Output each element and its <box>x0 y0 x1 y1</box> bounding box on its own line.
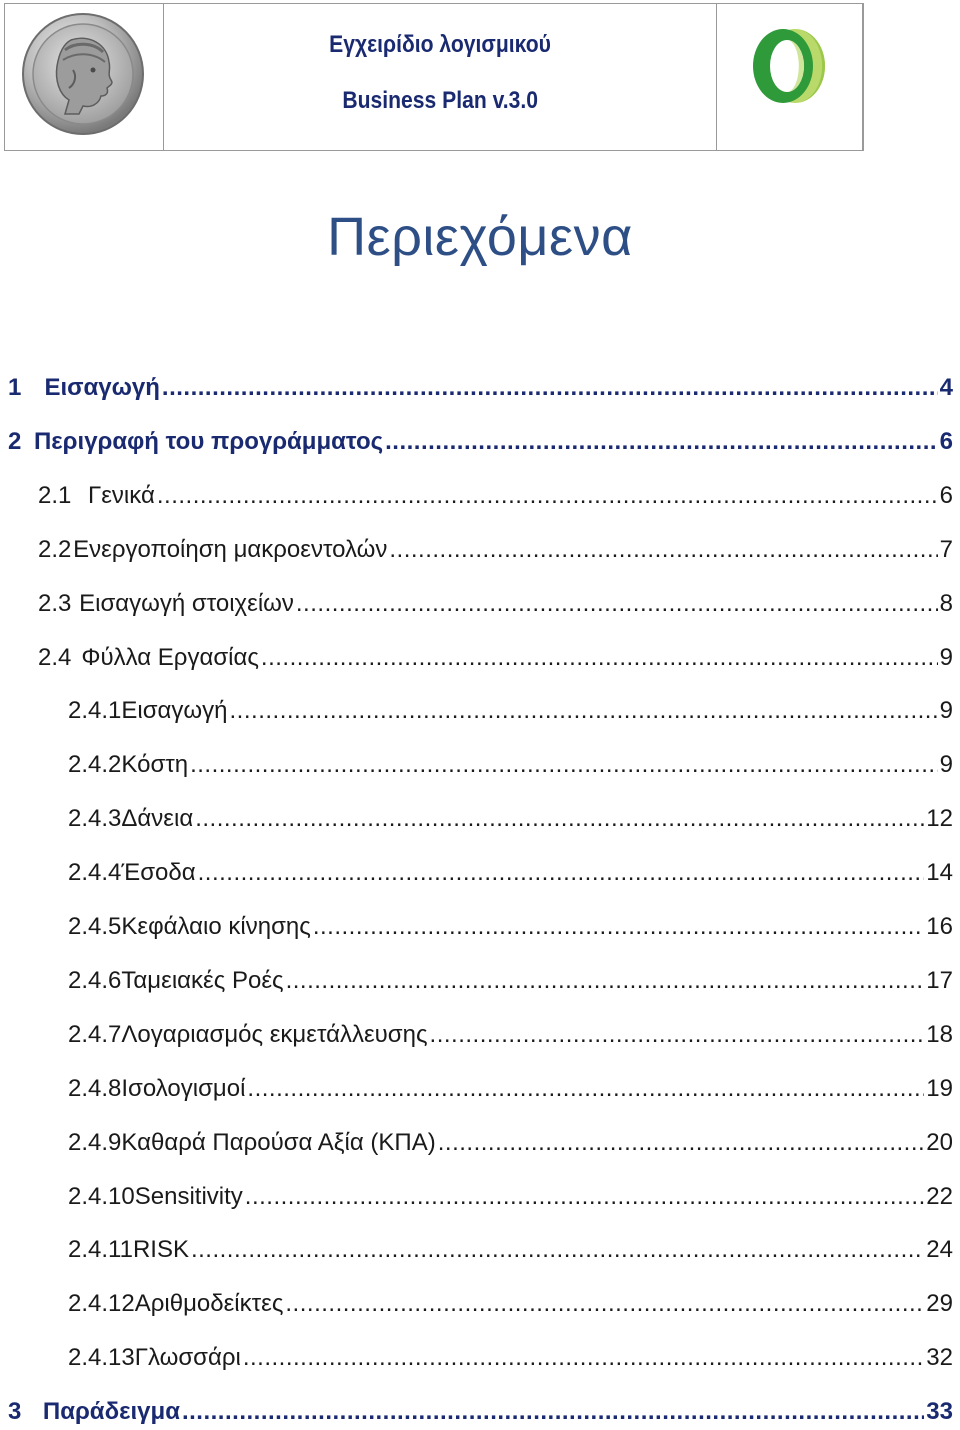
toc-entry-number: 2.3 <box>38 589 72 617</box>
toc-entry-title: Ισολογισμοί <box>121 1074 246 1102</box>
toc-entry-page: 6 <box>939 481 953 509</box>
toc-entry[interactable] <box>68 1343 953 1373</box>
toc-entry-page: 17 <box>926 966 953 994</box>
toc-entry-title: Αριθμοδείκτες <box>134 1290 284 1318</box>
green-rings-logo-icon <box>737 24 833 110</box>
toc-entry-title: Παράδειγμα <box>42 1398 180 1426</box>
toc-entry[interactable] <box>38 589 953 619</box>
toc-entry-page: 7 <box>939 535 953 563</box>
toc-dot-leader <box>198 858 925 888</box>
toc-entry-page: 12 <box>926 805 953 833</box>
toc-entry[interactable] <box>68 1020 953 1050</box>
toc-dot-leader <box>286 966 925 996</box>
toc-entry-number: 2.4.12 <box>68 1290 135 1318</box>
toc-dot-leader <box>247 1074 924 1104</box>
toc-entry[interactable] <box>8 1397 953 1427</box>
toc-entry-page: 19 <box>926 1074 953 1102</box>
toc-entry[interactable] <box>68 1128 953 1158</box>
toc-dot-leader <box>195 804 924 834</box>
toc-entry-number: 2.4.1 <box>68 697 122 725</box>
toc-entry-title: Εισαγωγή <box>44 374 160 401</box>
toc-entry-number: 1 <box>8 374 22 401</box>
toc-entry-number: 2.4 <box>38 643 72 671</box>
toc-dot-leader <box>162 373 938 403</box>
toc-entry-page: 24 <box>926 1236 953 1264</box>
toc-dot-leader <box>190 750 938 780</box>
toc-entry-title: Έσοδα <box>121 859 196 887</box>
toc-entry-title: Γενικά <box>88 481 155 509</box>
toc-entry-number: 2.2 <box>38 535 72 563</box>
toc-entry-page: 22 <box>926 1182 953 1210</box>
toc-entry-number: 2.4.10 <box>68 1182 135 1210</box>
toc-entry-page: 9 <box>939 751 953 779</box>
toc-entry-title: RISK <box>132 1236 189 1264</box>
toc-entry[interactable] <box>38 643 953 673</box>
toc-entry-number: 2.4.3 <box>68 805 122 833</box>
header-left-cell <box>5 4 164 150</box>
toc-entry-page: 4 <box>939 374 953 401</box>
toc-entry-number: 2.4.7 <box>68 1020 122 1048</box>
toc-dot-leader <box>243 1343 924 1373</box>
toc-entry-number: 2.4.11 <box>68 1236 133 1264</box>
toc-dot-leader <box>230 696 938 726</box>
toc-entry-page: 9 <box>939 697 953 725</box>
toc-entry-title: Ενεργοποίηση μακροεντολών <box>73 535 388 563</box>
toc-entry[interactable] <box>8 373 953 403</box>
toc-entry[interactable] <box>68 750 953 780</box>
toc-entry-page: 20 <box>926 1128 953 1156</box>
toc-entry-page: 9 <box>939 643 953 671</box>
toc-entry[interactable] <box>68 858 953 888</box>
toc-entry-title: Εισαγωγή <box>121 697 228 725</box>
toc-entry-number: 2.4.8 <box>68 1074 122 1102</box>
toc-entry[interactable] <box>68 1289 953 1319</box>
toc-entry-title: Λογαριασμός εκμετάλλευσης <box>121 1020 428 1048</box>
toc-entry-number: 3 <box>8 1398 22 1426</box>
toc-entry[interactable] <box>68 1182 953 1212</box>
toc-entry-number: 2.4.5 <box>68 913 122 940</box>
toc-entry-title: Γλωσσάρι <box>134 1344 241 1372</box>
toc-dot-leader <box>438 1128 925 1158</box>
toc-entry-page: 14 <box>926 859 953 887</box>
toc-entry[interactable] <box>38 535 953 565</box>
toc-entry-page: 8 <box>939 589 953 617</box>
toc-dot-leader <box>430 1020 925 1050</box>
toc-dot-leader <box>296 589 938 619</box>
toc-entry-title: Κεφάλαιο κίνησης <box>121 913 311 940</box>
toc-dot-leader <box>389 535 937 565</box>
toc-entry-number: 2.4.13 <box>68 1344 135 1372</box>
document-version: Business Plan v.3.0 <box>342 87 538 114</box>
toc-dot-leader <box>313 912 924 942</box>
toc-dot-leader <box>285 1289 924 1319</box>
toc-entry[interactable] <box>8 427 953 457</box>
toc-dot-leader <box>157 481 938 511</box>
document-title: Εγχειρίδιο λογισμικού <box>329 31 551 58</box>
toc-entry-page: 32 <box>926 1344 953 1372</box>
toc-entry[interactable] <box>68 912 953 942</box>
toc-dot-leader <box>245 1182 925 1212</box>
toc-entry[interactable] <box>68 696 953 726</box>
toc-entry-title: Καθαρά Παρούσα Αξία (ΚΠΑ) <box>121 1128 436 1156</box>
toc-dot-leader <box>385 427 938 457</box>
toc-entry-page: 29 <box>926 1290 953 1318</box>
toc-entry-title: Δάνεια <box>121 805 194 833</box>
header-title-cell <box>164 4 718 150</box>
toc-entry[interactable] <box>68 1235 953 1265</box>
toc-dot-leader <box>261 643 938 673</box>
toc-entry-number: 2.4.2 <box>68 751 122 779</box>
toc-entry-title: Περιγραφή του προγράμματος <box>33 427 384 455</box>
toc-entry-number: 2.1 <box>38 481 72 509</box>
toc-entry-page: 18 <box>926 1020 953 1048</box>
toc-entry-title: Sensitivity <box>134 1182 243 1210</box>
toc-entry-number: 2 <box>8 427 22 455</box>
coin-head-icon <box>19 10 147 138</box>
toc-entry-title: Ταμειακές Ροές <box>121 966 284 994</box>
toc-entry-page: 16 <box>926 913 953 940</box>
toc-entry-page: 6 <box>939 427 953 455</box>
toc-entry-number: 2.4.9 <box>68 1128 122 1156</box>
toc-dot-leader <box>191 1235 924 1265</box>
toc-entry-number: 2.4.6 <box>68 966 122 994</box>
toc-entry-title: Εισαγωγή στοιχείων <box>79 589 294 617</box>
toc-entry-number: 2.4.4 <box>68 859 122 887</box>
toc-entry[interactable] <box>68 1074 953 1104</box>
toc-entry-title: Κόστη <box>121 751 189 779</box>
toc-entry[interactable] <box>38 481 953 511</box>
toc-entry-title: Φύλλα Εργασίας <box>81 643 259 671</box>
header-right-cell <box>717 4 863 150</box>
document-header <box>4 3 864 151</box>
toc-dot-leader <box>182 1397 924 1427</box>
toc-entry[interactable] <box>68 966 953 996</box>
toc-entry-page: 33 <box>926 1398 953 1426</box>
toc-heading: Περιεχόμενα <box>327 207 633 267</box>
toc-entry[interactable] <box>68 804 953 834</box>
